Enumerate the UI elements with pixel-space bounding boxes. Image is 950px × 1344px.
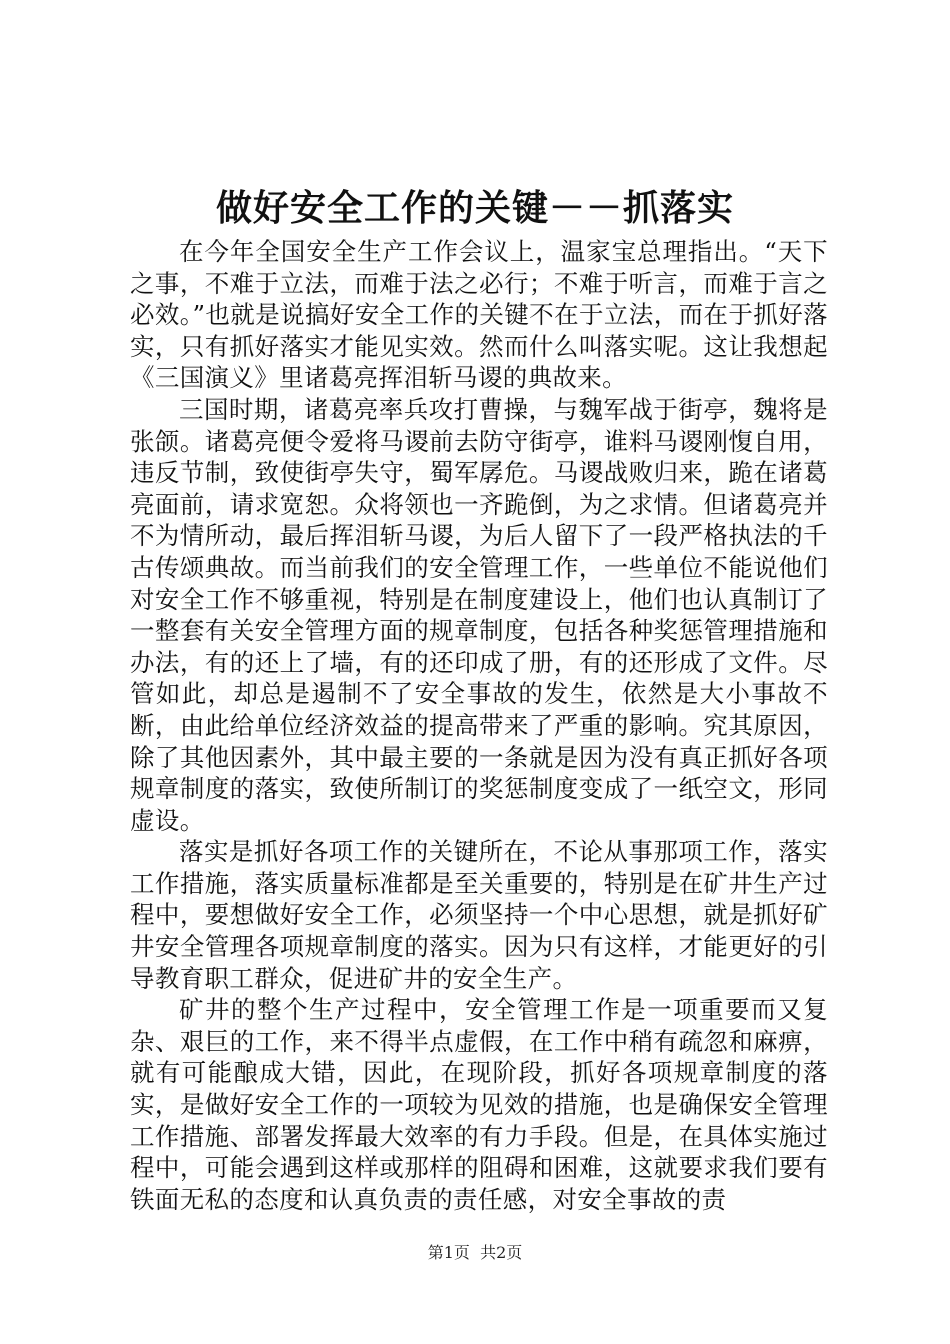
page-number-total: 共2页 — [480, 1243, 523, 1262]
paragraph-4: 矿井的整个生产过程中，安全管理工作是一项重要而又复杂、艰巨的工作，来不得半点虚假，在工作中稍有疏忽和麻痹，就有可能酿成大错，因此，在现阶段，抓好各项规章制度的落实，是做好安全工作的一项较为见效的措施，也是确保安全管理工作措施、部署发挥最大效率的有力手段。但是，在具体实施过程中，可能会遇到这样或那样的阻碍和困难，这就要求我们要有铁面无私的态度和认真负责的责任感，对安全事故的责 — [130, 995, 828, 1214]
paragraph-1: 在今年全国安全生产工作会议上，温家宝总理指出。“天下之事，不难于立法，而难于法之必行；不难于听言，而难于言之必效。”也就是说搞好安全工作的关键不在于立法，而在于抓好落实，只有抓好落实才能见实效。然而什么叫落实呢。这让我想起《三国演义》里诸葛亮挥泪斩马谡的典故来。 — [130, 237, 828, 393]
page-footer — [0, 1242, 950, 1264]
footer-spacer — [470, 1243, 480, 1262]
paragraph-3: 落实是抓好各项工作的关键所在，不论从事那项工作，落实工作措施，落实质量标准都是至关重要的，特别是在矿井生产过程中，要想做好安全工作，必须坚持一个中心思想，就是抓好矿井安全管理各项规章制度的落实。因为只有这样，才能更好的引导教育职工群众，促进矿井的安全生产。 — [130, 837, 828, 993]
page-number-current: 第1页 — [427, 1243, 470, 1262]
paragraph-2: 三国时期，诸葛亮率兵攻打曹操，与魏军战于街亭，魏将是张颌。诸葛亮便令爱将马谡前去防守街亭，谁料马谡刚愎自用，违反节制，致使街亭失守，蜀军孱危。马谡战败归来，跪在诸葛亮面前，请求宽恕。众将领也一齐跪倒，为之求情。但诸葛亮并不为情所动，最后挥泪斩马谡，为后人留下了一段严格执法的千古传颂典故。而当前我们的安全管理工作，一些单位不能说他们对安全工作不够重视，特别是在制度建设上，他们也认真制订了一整套有关安全管理方面的规章制度，包括各种奖惩管理措施和办法，有的还上了墙，有的还印成了册，有的还形成了文件。尽管如此，却总是遏制不了安全事故的发生，依然是大小事故不断，由此给单位经济效益的提高带来了严重的影响。究其原因，除了其他因素外，其中最主要的一条就是因为没有真正抓好各项规章制度的落实，致使所制订的奖惩制度变成了一纸空文，形同虚设。 — [130, 394, 828, 835]
document-body — [130, 236, 828, 1215]
document-title: 做好安全工作的关键－－抓落实 — [215, 187, 734, 229]
